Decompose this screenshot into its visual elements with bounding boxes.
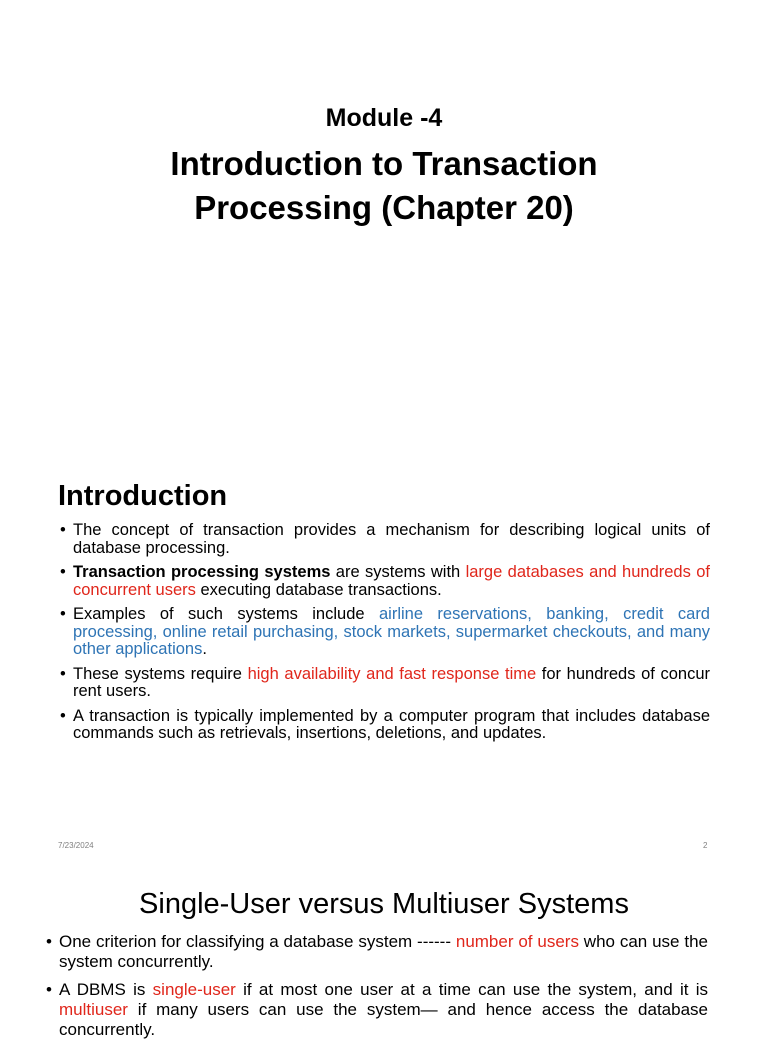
multiuser-slide bbox=[0, 860, 768, 1039]
bullet-item bbox=[60, 606, 710, 659]
introduction-bullet-list bbox=[60, 522, 710, 750]
bullet-highlight-red: large databases and hundreds of concurrent users bbox=[73, 563, 710, 599]
bullet-item bbox=[60, 564, 710, 599]
module-label: Module -4 bbox=[325, 104, 443, 132]
slide-title-line1: Introduction to Transaction bbox=[170, 145, 598, 182]
bullet-text: for hundreds of concur rent users. bbox=[73, 664, 710, 700]
bullet-item bbox=[60, 522, 710, 557]
bullet-text: who can use the system concurrently. bbox=[59, 932, 708, 971]
bullet-item bbox=[60, 708, 710, 743]
bullet-highlight-red: multiuser bbox=[59, 1000, 128, 1019]
bullet-highlight-red: single-user bbox=[152, 980, 236, 999]
bullet-text: . bbox=[202, 640, 207, 658]
bullet-text: A DBMS is bbox=[59, 980, 153, 999]
bullet-bold-text: Transaction processing systems bbox=[73, 563, 331, 581]
bullet-text: One criterion for classifying a database system ------ bbox=[59, 932, 456, 951]
footer-date: 7/23/2024 bbox=[58, 841, 94, 850]
footer-page-number: 2 bbox=[703, 841, 708, 850]
slide-title bbox=[0, 142, 768, 230]
title-slide bbox=[0, 0, 768, 460]
bullet-item bbox=[46, 980, 708, 1040]
bullet-item bbox=[46, 932, 708, 972]
bullet-text: The concept of transaction provides a mechanism for describing logical units of database processing. bbox=[73, 521, 710, 557]
introduction-heading: Introduction bbox=[58, 480, 228, 512]
slide-title: Single-User versus Multiuser Systems bbox=[139, 888, 629, 920]
bullet-text: A transaction is typically implemented by a computer program that includes database commands such as retrievals, insertions, deletions, and updates. bbox=[73, 706, 710, 742]
bullet-highlight-blue: airline reservations, banking, credit card processing, online retail purchasing, stock markets, supermarket checkouts, and many other applications bbox=[73, 605, 710, 658]
slide-title-line2: Processing (Chapter 20) bbox=[194, 189, 574, 226]
multiuser-bullet-list bbox=[46, 932, 708, 1048]
bullet-text: if at most one user at a time can use the system, and it is bbox=[235, 980, 709, 999]
bullet-text: These systems require bbox=[73, 664, 248, 683]
bullet-text: Examples of such systems include bbox=[73, 605, 379, 623]
bullet-item bbox=[60, 666, 710, 701]
bullet-highlight-red: high availability and fast response time bbox=[247, 664, 537, 683]
introduction-slide bbox=[0, 460, 768, 860]
bullet-text: are systems with bbox=[330, 563, 466, 581]
bullet-highlight-red: number of users bbox=[455, 932, 579, 951]
bullet-text: executing database transactions. bbox=[195, 580, 442, 599]
bullet-text: if many users can use the system— and hence access the database concurrently. bbox=[59, 1000, 708, 1039]
